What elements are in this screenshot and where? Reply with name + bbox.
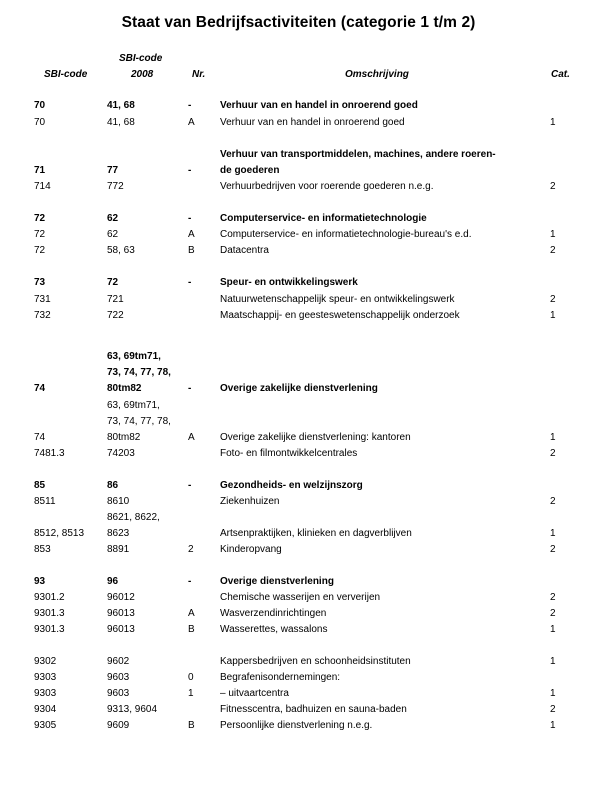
sbi-2008-code: 77: [107, 165, 119, 176]
sbi-code: 70: [34, 117, 46, 128]
header-nr: Nr.: [192, 69, 206, 80]
description: Foto- en filmontwikkelcentrales: [220, 448, 358, 459]
sbi-2008-code: 96013: [107, 608, 135, 619]
sbi-2008-code: 9313, 9604: [107, 704, 158, 715]
nr: B: [188, 245, 195, 256]
sbi-code: 853: [34, 544, 51, 555]
description: Kinderopvang: [220, 544, 282, 555]
sbi-code: 70: [34, 100, 46, 111]
sbi-2008-code: 86: [107, 480, 119, 491]
sbi-2008-code: 72: [107, 277, 119, 288]
nr: -: [188, 480, 192, 491]
description: Wasserettes, wassalons: [220, 624, 328, 635]
nr: -: [188, 576, 192, 587]
sbi-code: 9301.3: [34, 608, 65, 619]
category: 1: [550, 656, 556, 667]
sbi-code: 9302: [34, 656, 57, 667]
document-title: Staat van Bedrijfsactiviteiten (categorie 1 t/m 2): [121, 14, 476, 31]
sbi-2008-code: 9602: [107, 656, 130, 667]
sbi-code: 72: [34, 229, 46, 240]
nr: -: [188, 213, 192, 224]
description: Ziekenhuizen: [220, 496, 280, 507]
sbi-2008-code-line: 8623: [107, 528, 130, 539]
sbi-code: 85: [34, 480, 46, 491]
sbi-2008-code-line: 8621, 8622,: [107, 512, 160, 523]
sbi-code: 7481.3: [34, 448, 65, 459]
sbi-code: 74: [34, 432, 46, 443]
sbi-code: 71: [34, 165, 46, 176]
category: 1: [550, 432, 556, 443]
sbi-code: 8512, 8513: [34, 528, 85, 539]
nr: -: [188, 165, 192, 176]
description: Computerservice- en informatietechnologie-bureau's e.d.: [220, 229, 472, 240]
nr: A: [188, 229, 195, 240]
sbi-2008-code-line: 63, 69tm71,: [107, 351, 161, 362]
description: Computerservice- en informatietechnologie: [220, 213, 427, 224]
category: 1: [550, 688, 556, 699]
sbi-2008-code-line: 80tm82: [107, 432, 141, 443]
sbi-2008-code: 9603: [107, 672, 130, 683]
description: Overige zakelijke dienstverlening: [220, 383, 378, 394]
sbi-code: 73: [34, 277, 46, 288]
sbi-2008-code: 41, 68: [107, 117, 135, 128]
sbi-code: 732: [34, 310, 51, 321]
nr: B: [188, 720, 195, 731]
description: Begrafenisondernemingen:: [220, 672, 341, 683]
sbi-code: 72: [34, 213, 46, 224]
sbi-2008-code: 721: [107, 294, 124, 305]
category: 2: [550, 448, 556, 459]
description: Verhuur van transportmiddelen, machines, andere roeren-: [220, 149, 496, 160]
header-sbi-2008-line2: 2008: [131, 69, 154, 80]
description: Verhuur van en handel in onroerend goed: [220, 117, 405, 128]
category: 1: [550, 229, 556, 240]
sbi-2008-code: 96: [107, 576, 119, 587]
category: 2: [550, 294, 556, 305]
sbi-code: 9304: [34, 704, 57, 715]
sbi-2008-code: 62: [107, 213, 119, 224]
nr: -: [188, 277, 192, 288]
category: 2: [550, 592, 556, 603]
category: 2: [550, 608, 556, 619]
category: 2: [550, 245, 556, 256]
nr: -: [188, 100, 192, 111]
sbi-2008-code: 41, 68: [107, 100, 135, 111]
nr: -: [188, 383, 192, 394]
header-sbi-2008-line1: SBI-code: [119, 53, 163, 64]
header-omschrijving: Omschrijving: [345, 69, 409, 80]
sbi-code: 9303: [34, 672, 57, 683]
sbi-2008-code: 58, 63: [107, 245, 135, 256]
sbi-2008-code: 8610: [107, 496, 130, 507]
sbi-code: 9305: [34, 720, 57, 731]
description: Overige zakelijke dienstverlening: kantoren: [220, 432, 411, 443]
header-sbi-code: SBI-code: [44, 69, 88, 80]
nr: A: [188, 608, 195, 619]
nr: 2: [188, 544, 194, 555]
description: Verhuurbedrijven voor roerende goederen n.e.g.: [220, 181, 434, 192]
header-cat: Cat.: [551, 69, 570, 80]
sbi-2008-code: 62: [107, 229, 119, 240]
description: Chemische wasserijen en ververijen: [220, 592, 381, 603]
description: Speur- en ontwikkelingswerk: [220, 277, 358, 288]
sbi-2008-code: 74203: [107, 448, 135, 459]
sbi-code: 72: [34, 245, 46, 256]
sbi-2008-code-line: 63, 69tm71,: [107, 400, 160, 411]
sbi-code: 74: [34, 383, 46, 394]
description: Maatschappij- en geesteswetenschappelijk onderzoek: [220, 310, 460, 321]
category: 1: [550, 528, 556, 539]
nr: 0: [188, 672, 194, 683]
description: Persoonlijke dienstverlening n.e.g.: [220, 720, 373, 731]
category: 1: [550, 310, 556, 321]
nr: A: [188, 432, 195, 443]
description: Fitnesscentra, badhuizen en sauna-baden: [220, 704, 407, 715]
sbi-2008-code: 8891: [107, 544, 130, 555]
sbi-code: 731: [34, 294, 51, 305]
category: 1: [550, 720, 556, 731]
category: 2: [550, 496, 556, 507]
sbi-2008-code: 722: [107, 310, 124, 321]
nr: A: [188, 117, 195, 128]
nr: B: [188, 624, 195, 635]
sbi-2008-code-line: 73, 74, 77, 78,: [107, 416, 171, 427]
nr: 1: [188, 688, 194, 699]
description: Gezondheids- en welzijnszorg: [220, 480, 363, 491]
description: Verhuur van en handel in onroerend goed: [220, 100, 418, 111]
description: Overige dienstverlening: [220, 576, 334, 587]
description: Datacentra: [220, 245, 269, 256]
sbi-2008-code: 96012: [107, 592, 135, 603]
sbi-2008-code: 96013: [107, 624, 135, 635]
description: Artsenpraktijken, klinieken en dagverblijven: [220, 528, 412, 539]
sbi-2008-code: 772: [107, 181, 124, 192]
description: Natuurwetenschappelijk speur- en ontwikkelingswerk: [220, 294, 455, 305]
sbi-code: 8511: [34, 496, 56, 507]
sbi-2008-code: 9603: [107, 688, 130, 699]
description: – uitvaartcentra: [220, 688, 289, 699]
sbi-code: 9301.3: [34, 624, 65, 635]
description: Kappersbedrijven en schoonheidsinstituten: [220, 656, 411, 667]
sbi-code: 9301.2: [34, 592, 65, 603]
sbi-2008-code-line: 73, 74, 77, 78,: [107, 367, 171, 378]
sbi-code: 93: [34, 576, 46, 587]
category: 1: [550, 117, 556, 128]
category: 2: [550, 181, 556, 192]
sbi-code: 714: [34, 181, 51, 192]
category: 1: [550, 624, 556, 635]
sbi-2008-code-line: 80tm82: [107, 383, 142, 394]
sbi-code: 9303: [34, 688, 57, 699]
category: 2: [550, 704, 556, 715]
sbi-2008-code: 9609: [107, 720, 130, 731]
category: 2: [550, 544, 556, 555]
description: Wasverzendinrichtingen: [220, 608, 327, 619]
description-continuation: de goederen: [220, 165, 280, 176]
